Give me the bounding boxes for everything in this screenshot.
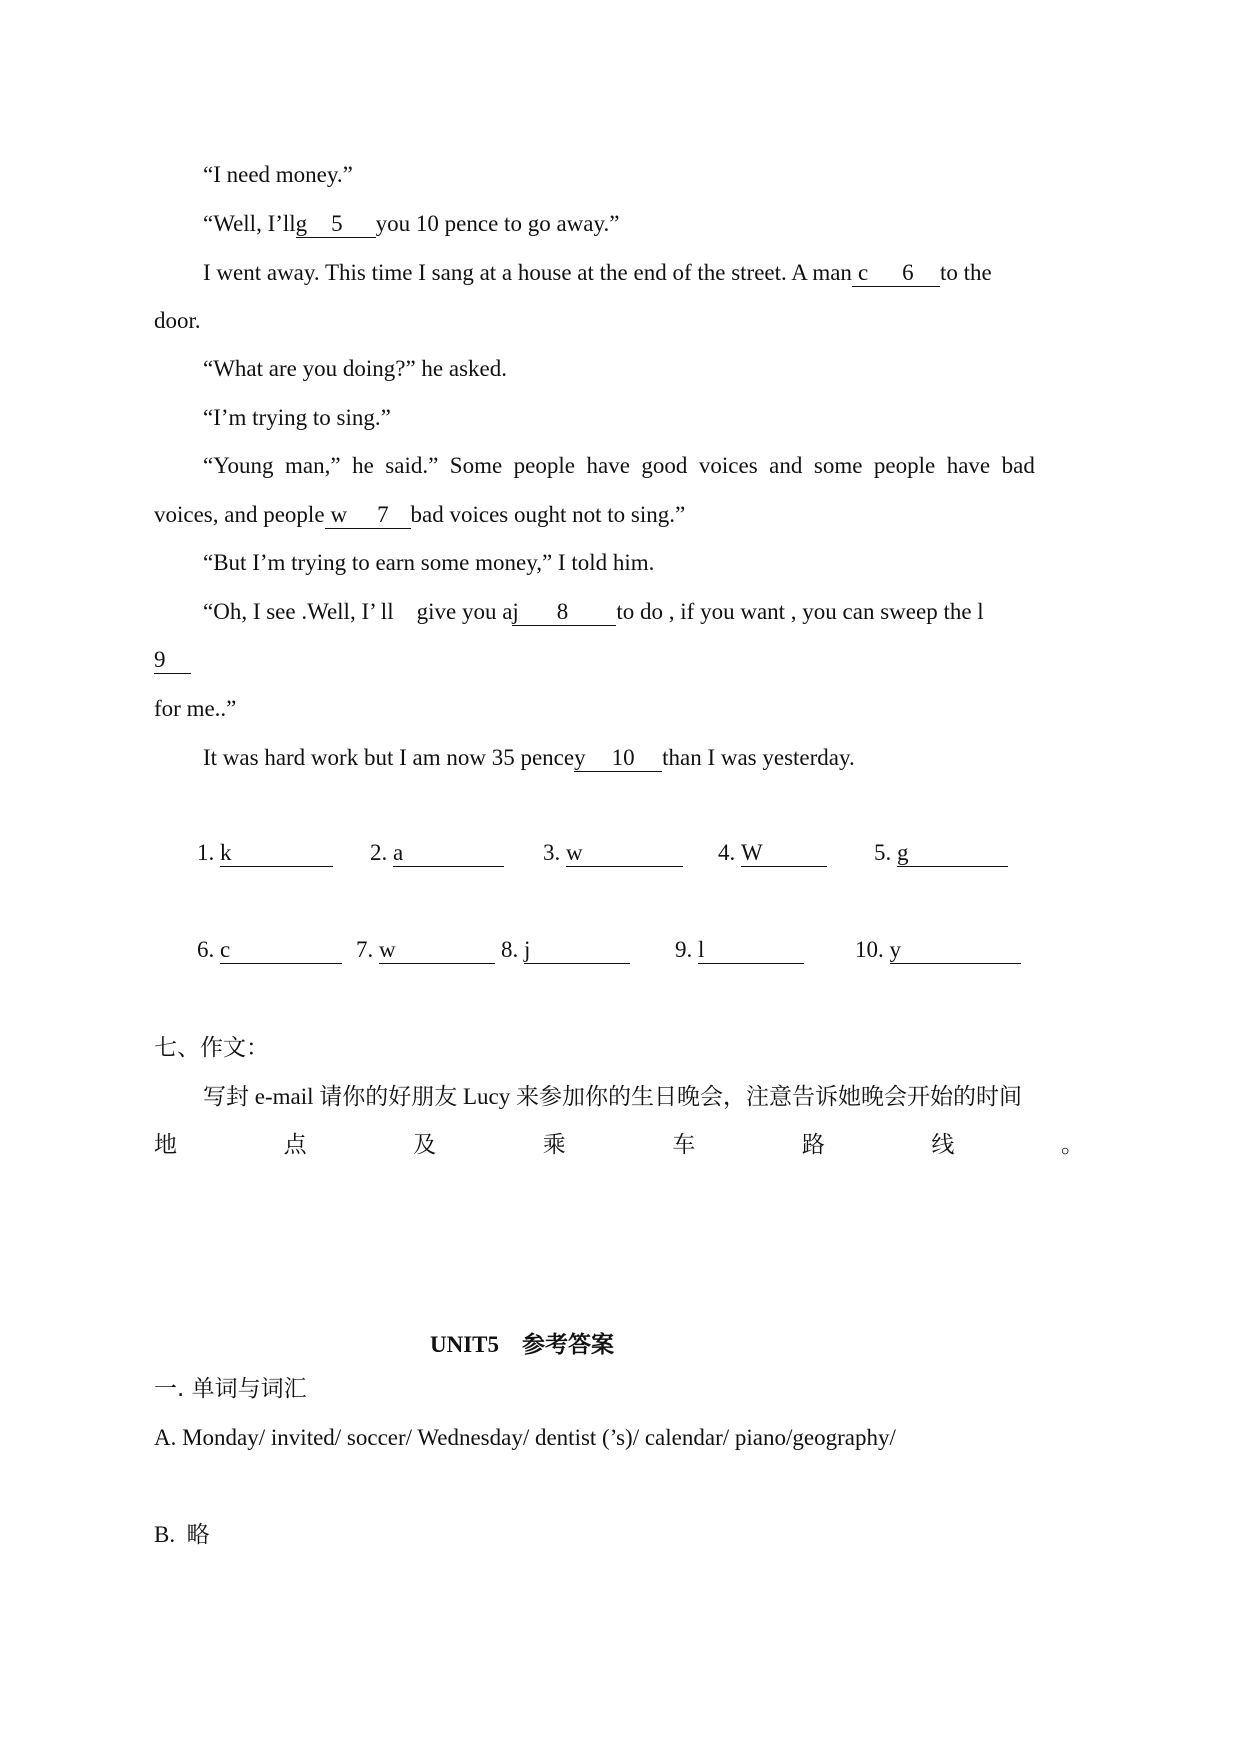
cloze-blank-6 — [852, 260, 940, 287]
story-line-9: “But I’m trying to earn some money,” I told him. — [203, 550, 655, 575]
story-line-13-start: It was hard work but I am now 35 pence — [203, 745, 575, 770]
cloze-blank-9 — [154, 647, 191, 674]
cloze-blank-letter: j — [512, 599, 519, 624]
answer-number: 8. — [501, 937, 519, 962]
story-line-3-start: I went away. This time I sang at a house at the end of the street. A man — [203, 260, 852, 285]
cloze-blank-number: 8 — [556, 599, 569, 624]
story-line-10-start: “Oh, I see .Well, I’ ll give you a — [203, 599, 513, 624]
prompt-char: 线 — [931, 1132, 955, 1158]
answer-item-5 — [874, 838, 1008, 868]
story-line-4: door. — [154, 308, 201, 333]
cloze-blank-5 — [296, 211, 376, 238]
story-line-2 — [203, 209, 619, 239]
story-line-13-end: than I was yesterday. — [662, 745, 855, 770]
answer-key-b-line: B. 略 — [154, 1522, 210, 1547]
prompt-char: 路 — [801, 1132, 825, 1158]
story-line-2-start: “Well, I’ll — [203, 211, 296, 236]
story-line-6: “I’m trying to sing.” — [203, 405, 391, 430]
answer-item-8 — [501, 935, 630, 965]
prompt-char: 及 — [413, 1132, 437, 1158]
cloze-blank-10 — [574, 745, 662, 772]
story-line-8 — [154, 500, 685, 530]
answer-blank: c — [220, 937, 342, 964]
cloze-blank-letter: g — [295, 211, 308, 236]
answer-key-section-1: 一. 单词与词汇 — [154, 1376, 307, 1402]
cloze-blank-number: 9 — [154, 647, 166, 672]
story-line-3-end: to the — [939, 260, 992, 285]
answer-key-title: UNIT5 参考答案 — [430, 1332, 615, 1357]
answer-item-2 — [370, 838, 504, 868]
answer-number: 1. — [197, 840, 215, 865]
answer-blank: l — [698, 937, 804, 964]
answer-key-a-line: A. Monday/ invited/ soccer/ Wednesday/ dentist (’s)/ calendar/ piano/geography/ — [154, 1425, 896, 1450]
story-line-2-end: you 10 pence to go away.” — [375, 211, 620, 236]
answer-number: 10. — [855, 937, 884, 962]
cloze-blank-8 — [512, 599, 616, 626]
answer-item-4 — [718, 838, 827, 868]
prompt-char: 乘 — [542, 1132, 566, 1158]
story-line-5: “What are you doing?” he asked. — [203, 356, 507, 381]
answer-blank: a — [393, 840, 504, 867]
composition-prompt: 写封 e-mail 请你的好朋友 Lucy 来参加你的生日晚会，注意告诉她晚会开始的时间 — [203, 1084, 1023, 1109]
cloze-blank-7 — [325, 502, 411, 529]
story-line-13 — [203, 743, 855, 773]
cloze-blank-number: 7 — [377, 502, 389, 527]
answer-number: 3. — [543, 840, 561, 865]
answer-blank: k — [220, 840, 333, 867]
answer-item-9 — [675, 935, 804, 965]
composition-prompt-continued — [154, 1130, 1084, 1160]
cloze-blank-letter: y — [574, 745, 586, 770]
answer-item-10 — [855, 935, 1021, 965]
story-line-11 — [154, 645, 191, 675]
story-line-10 — [203, 597, 984, 627]
answer-blank: j — [524, 937, 630, 964]
answer-number: 9. — [675, 937, 693, 962]
story-line-7: “Young man,” he said.” Some people have good voices and some people have bad — [203, 453, 1035, 478]
answer-blank: g — [897, 840, 1008, 867]
answer-blank: y — [890, 937, 1021, 964]
answer-number: 5. — [874, 840, 892, 865]
prompt-char: 点 — [283, 1132, 307, 1158]
answer-blank: w — [566, 840, 683, 867]
answer-number: 4. — [718, 840, 736, 865]
story-line-8-start: voices, and people — [154, 502, 325, 527]
story-line-1: “I need money.” — [203, 162, 353, 187]
answer-blank: w — [379, 937, 495, 964]
story-line-8-end: bad voices ought not to sing.” — [410, 502, 686, 527]
prompt-char: 车 — [672, 1132, 696, 1158]
story-line-3 — [203, 258, 992, 288]
story-line-12: for me..” — [154, 696, 237, 721]
answer-number: 6. — [197, 937, 215, 962]
answer-item-3 — [543, 838, 683, 868]
cloze-blank-number: 10 — [611, 745, 635, 770]
answer-item-1 — [197, 838, 333, 868]
prompt-char: 。 — [1060, 1132, 1084, 1158]
answer-number: 2. — [370, 840, 388, 865]
cloze-blank-letter: c — [857, 260, 869, 285]
story-line-10-end: to do , if you want , you can sweep the l — [616, 599, 984, 624]
answer-number: 7. — [356, 937, 374, 962]
answer-item-7 — [356, 935, 495, 965]
prompt-char: 地 — [154, 1132, 177, 1158]
cloze-blank-letter: w — [330, 502, 348, 527]
composition-heading: 七、作文： — [154, 1035, 269, 1061]
answer-item-6 — [197, 935, 342, 965]
answer-blank: W — [741, 840, 827, 867]
cloze-blank-number: 6 — [902, 260, 914, 285]
cloze-blank-number: 5 — [331, 211, 343, 236]
